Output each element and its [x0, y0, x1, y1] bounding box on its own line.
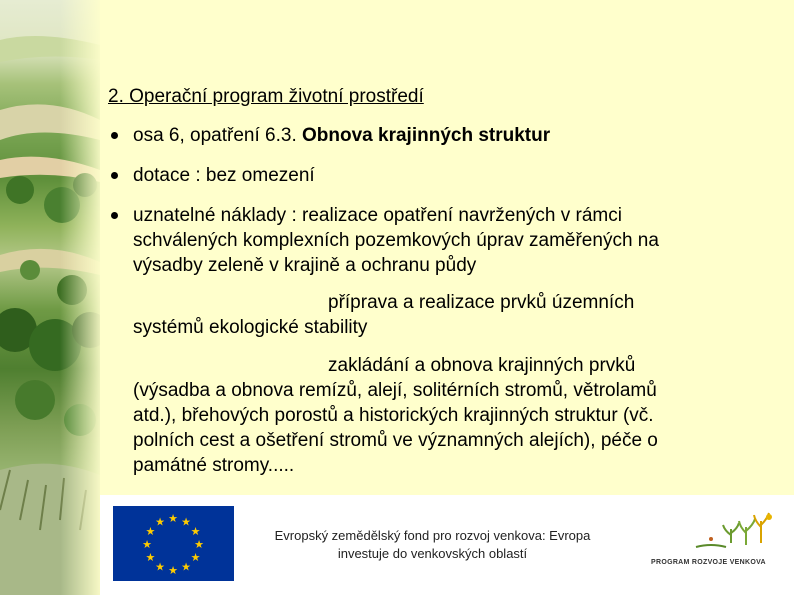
- eu-star-icon: ★: [181, 516, 191, 529]
- bullet-subsidy: dotace : bez omezení: [133, 165, 315, 186]
- eu-star-icon: ★: [194, 539, 204, 551]
- eu-star-icon: ★: [190, 552, 201, 564]
- eu-star-icon: ★: [142, 539, 152, 551]
- section-heading: 2. Operační program životní prostředí: [108, 86, 424, 107]
- eu-flag-logo: [113, 506, 234, 581]
- eu-star-icon: ★: [145, 552, 156, 564]
- bullet-dot: [111, 172, 118, 179]
- eu-star-icon: ★: [168, 565, 178, 577]
- eu-stars-icon: [113, 506, 234, 581]
- bullet-axis: [133, 123, 753, 148]
- eu-star-icon: ★: [168, 513, 178, 525]
- bullet-dot: [111, 212, 118, 219]
- sprouts-icon: [641, 509, 787, 557]
- eu-star-icon: ★: [190, 526, 201, 538]
- rural-development-program-logo: [641, 509, 787, 579]
- eu-star-icon: ★: [145, 526, 156, 538]
- bullet-eligible-costs: uznatelné náklady : realizace opatření navržených v rámci schválených komplexních pozemkových úprav zaměřených na výsadby zeleně v krajině a ochranu půdy: [133, 205, 659, 276]
- eu-star-icon: ★: [181, 561, 191, 574]
- bullet-axis-text: osa 6, opatření 6.3.: [133, 125, 303, 146]
- eu-star-icon: ★: [155, 516, 165, 529]
- eu-star-icon: ★: [155, 561, 165, 574]
- bullet-axis-bold: Obnova krajinných struktur: [302, 125, 551, 146]
- item-landscape-elements: zakládání a obnova krajinných prvků (výsadba a obnova remízů, alejí, solitérních stromů, větrolamů atd.), břehových porostů a historických krajinných struktur (vč. polních cest a ošetření stromů ve významných alejích), péče o památné stromy.....: [133, 355, 658, 476]
- landscape-photo: [0, 0, 100, 595]
- item-territorial-systems: příprava a realizace prvků územních systémů ekologické stability: [133, 292, 635, 338]
- bullet-dot: [111, 132, 118, 139]
- logo-wordmark: PROGRAM ROZVOJE VENKOVA: [651, 559, 766, 566]
- footer-caption: Evropský zemědělský fond pro rozvoj venkova: Evropa investuje do venkovských oblastí: [274, 528, 591, 561]
